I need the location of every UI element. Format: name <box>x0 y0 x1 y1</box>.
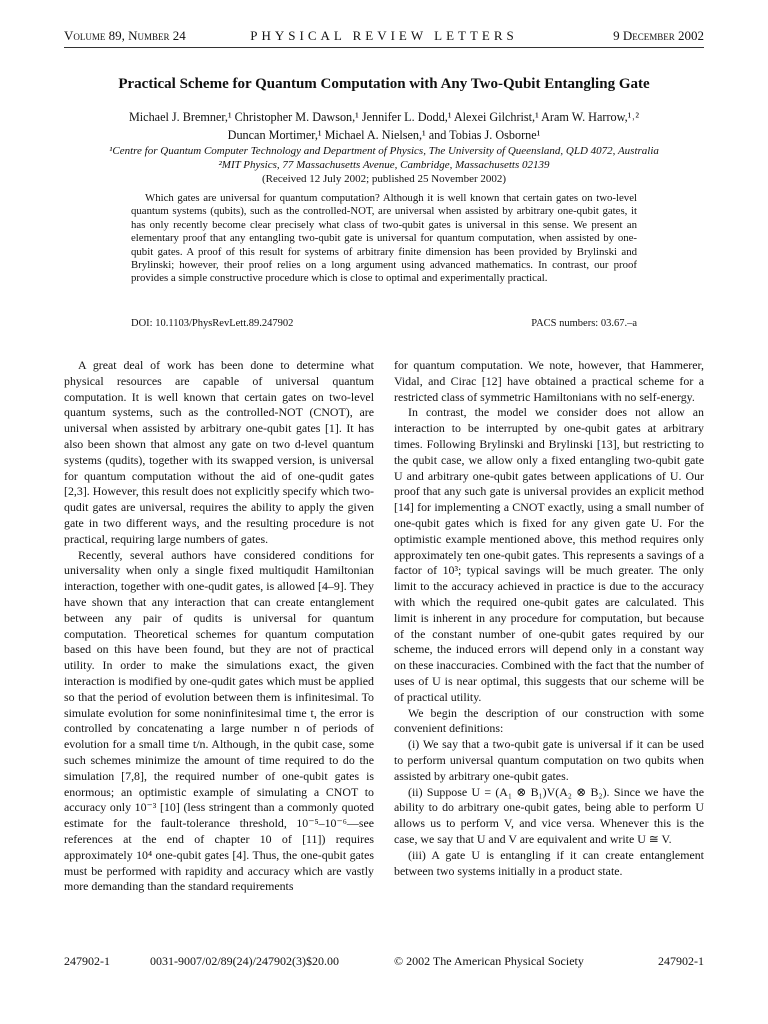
right-column <box>394 358 704 879</box>
abstract: Which gates are universal for quantum computation? Although it is well known that certain gates on two-level quantum systems (qubits), such as the controlled-NOT, are universal when assisted by arbitrary one-qubit gates, it has only recently become clear precisely what class of two-qubit gates is universal in this sense. We present an elementary proof that any entangling two-qubit gate is universal for quantum computation, when assisted by one-qubit gates. A proof of this result for systems of arbitrary finite dimension has been provided by Brylinski and Brylinski; however, their proof relies on a long argument using advanced mathematics. In contrast, our proof provides a simple constructive procedure which is close to optimal and experimentally practical. <box>131 192 637 285</box>
authors-line-2: Duncan Mortimer,¹ Michael A. Nielsen,¹ and Tobias J. Osborne¹ <box>227 128 541 142</box>
header-rule <box>64 47 704 48</box>
paragraph: We begin the description of our construction with some convenient definitions: <box>394 705 704 736</box>
doi: DOI: 10.1103/PhysRevLett.89.247902 <box>131 318 294 329</box>
paragraph: Recently, several authors have considered conditions for universality when only a single fixed multiqudit Hamiltonian interaction, together with one-qudit gates, is allowed [4–9]. They have shown that any interaction that can create entanglement between any pair of qudits is universal for quantum computation. Theoretical schemes for quantum computation based on this have been found, but they are not of practical utility. In order to make the simulations exact, the given interaction is modified by one-qudit gates which must be applied so that the period of evolution between them is infinitesimal. To simulate evolution for some noninfinitesimal time t, the error is controlled by concatenating a large number n of periods of evolution for a small time t/n. Although, in the qubit case, some such schemes minimize the amount of time required to do the simulation [7,8], the required number of one-qubit gates is enormous; an optimistic example of simulating a CNOT to accuracy only 10⁻³ [10] (less stringent than a commonly quoted estimate for the fault-tolerance threshold, 10⁻⁵–10⁻⁶—see references at the end of chapter 10 of [11]) requires approximately 10⁴ one-qubit gates [4]. Thus, the one-qubit gates must be performed with rapidity and accuracy which are vastly more demanding than the standard requirements <box>64 547 374 894</box>
journal-name: PHYSICAL REVIEW LETTERS <box>250 28 518 43</box>
publication-code: 0031-9007/02/89(24)/247902(3)$20.00 <box>150 954 339 968</box>
paragraph: A great deal of work has been done to determine what physical resources are capable of universal quantum computation. It is well known that certain gates on two-level quantum systems, such as the controlled-NOT (CNOT), are universal when assisted by arbitrary one-qubit gates [1]. It has also been shown that almost any gate on two d-level quantum systems (qudits), together with its swapped version, is universal for quantum computation without the aid of one-qudit gates [2,3]. However, this result does not explicitly specify which two-qudit gates are universal, requires the ability to apply the given gate in two different ways, and the resulting procedure is not practical, requiring large numbers of gates. <box>64 358 374 546</box>
affiliation-2: ²MIT Physics, 77 Massachusetts Avenue, Cambridge, Massachusetts 02139 <box>218 159 550 171</box>
affiliations <box>64 144 704 186</box>
paragraph: In contrast, the model we consider does not allow an interaction to be interrupted by one-qubit gates at arbitrary times. Following Brylinski and Brylinski [13], but restricting to the qubit case, we allow only a fixed entangling two-qubit gate U and arbitrary one-qubit gates between applications of U. Our proof that any such gate is universal provides an explicit method [14] for implementing a CNOT exactly, using a small number of one-qubit gates which is fixed for any given gate U. For the optimistic example mentioned above, this method requires only approximately ten one-qubit gates. This represents a savings of a factor of 10³; typical savings will be much greater. The only limit to the accuracy achieved in practice is due to the accuracy with which the required one-qubit gates are calculated. This limit is inherent in any procedure for computation, but because of the constant number of one-qubit gates required by our scheme, the induced errors will depend only in a constant way on these inaccuracies. Combined with the fact that the number of uses of U is near optimal, this suggests that our scheme will be of practical utility. <box>394 405 704 704</box>
received-dates: (Received 12 July 2002; published 25 November 2002) <box>261 173 507 185</box>
authors-line-1: Michael J. Bremner,¹ Christopher M. Dawson,¹ Jennifer L. Dodd,¹ Alexei Gilchrist,¹ Aram W. Harrow,¹˒² <box>128 110 640 124</box>
left-column <box>64 358 374 895</box>
page-number-left: 247902-1 <box>64 954 110 968</box>
paragraph: for quantum computation. We note, however, that Hammerer, Vidal, and Cirac [12] have obtained a practical scheme for a restricted class of symmetric Hamiltonians with no self-energy. <box>394 358 704 404</box>
page-number-right: 247902-1 <box>658 954 704 968</box>
author-list <box>80 108 688 144</box>
volume-info: Volume 89, Number 24 <box>64 28 186 43</box>
definition-ii: (ii) Suppose U = (A₁ ⊗ B₁)V(A₂ ⊗ B₂). Since we have the ability to do arbitrary one-qubit gates, being able to perform U allows us to perform V, and vice versa. Whenever this is the case, we say that U and V are equivalent and write U ≅ V. <box>394 784 704 846</box>
affiliation-1: ¹Centre for Quantum Computer Technology and Department of Physics, The University of Queensland, QLD 4072, Australia <box>109 145 659 157</box>
running-header <box>64 28 704 48</box>
definition-iii: (iii) A gate U is entangling if it can create entanglement between two systems initially in a product state. <box>394 847 704 878</box>
issue-date: 9 December 2002 <box>613 28 704 43</box>
paper-title: Practical Scheme for Quantum Computation with Any Two-Qubit Entangling Gate <box>118 76 650 92</box>
pacs-numbers: PACS numbers: 03.67.–a <box>531 318 637 329</box>
doi-pacs-line <box>131 318 637 329</box>
copyright: © 2002 The American Physical Society <box>394 954 584 968</box>
definition-i: (i) We say that a two-qubit gate is universal if it can be used to perform universal quantum computation on two qubits when assisted by arbitrary one-qubit gates. <box>394 737 704 783</box>
